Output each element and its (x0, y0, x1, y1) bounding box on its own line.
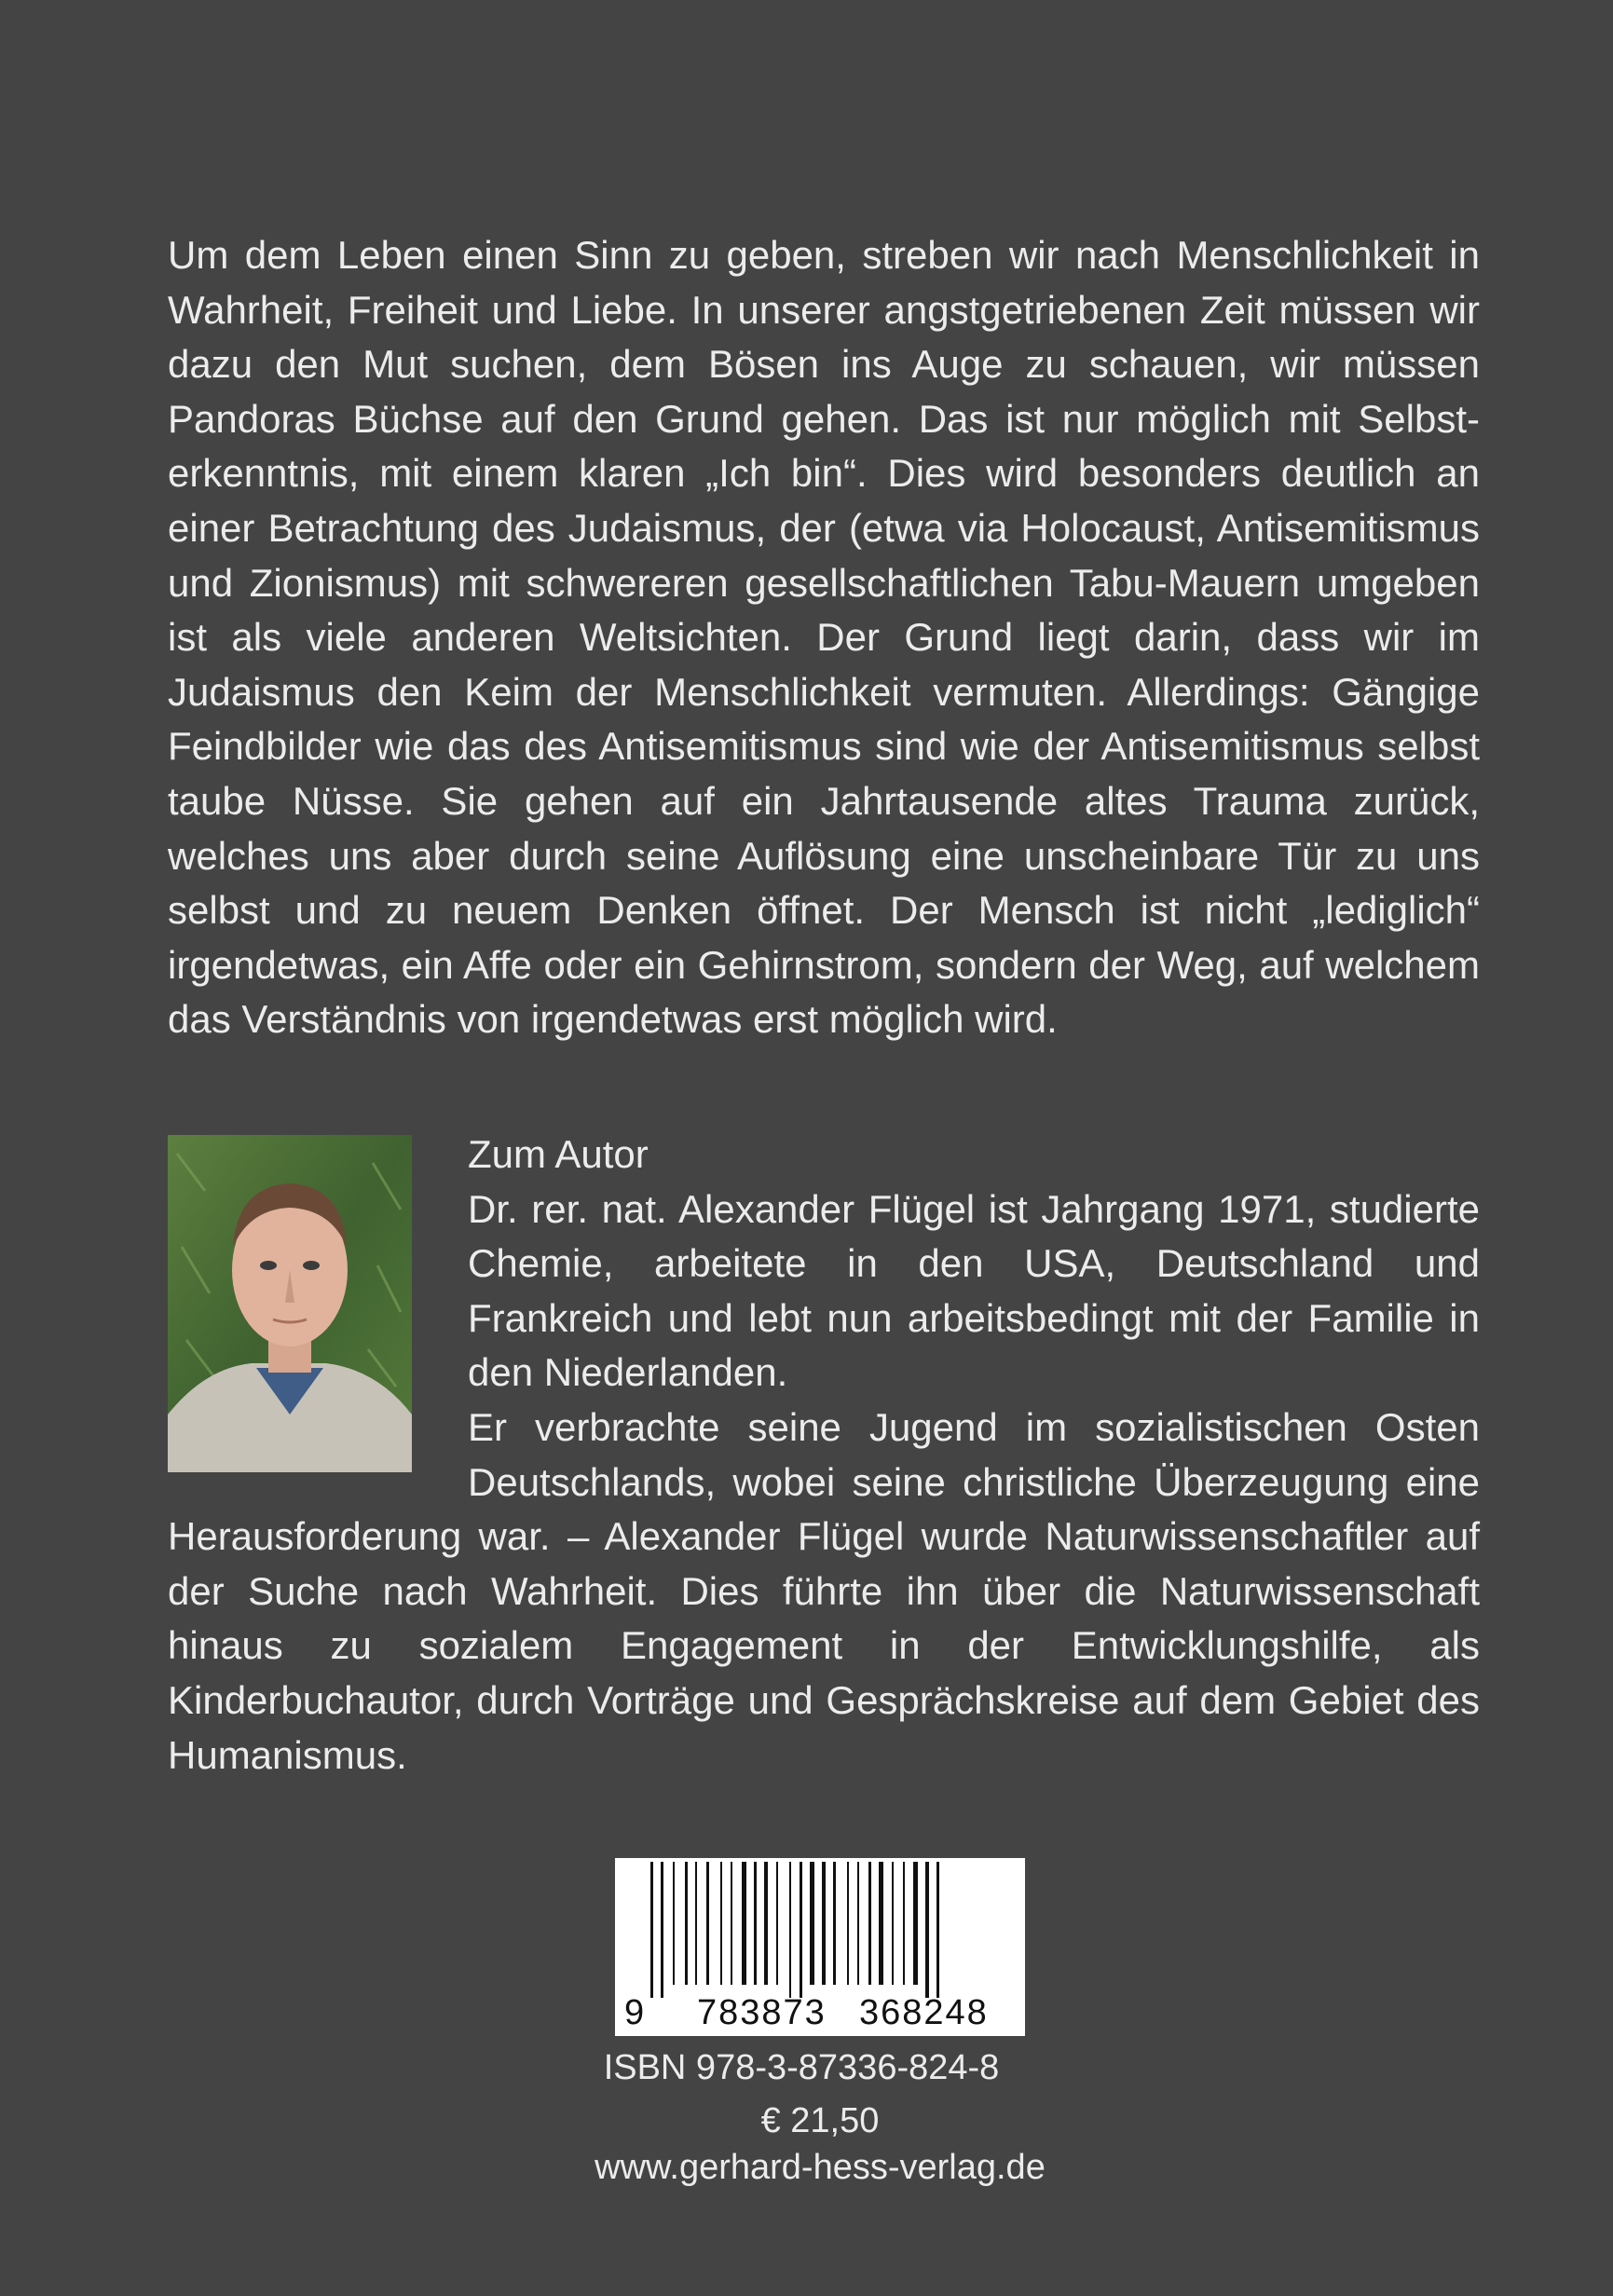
barcode-first-digit: 9 (624, 1993, 645, 2032)
barcode-bar (892, 1862, 894, 1985)
publisher-website: www.gerhard-hess-verlag.de (595, 2148, 1046, 2187)
barcode-left-group: 783873 (697, 1993, 827, 2032)
barcode-bar (720, 1862, 722, 1985)
barcode-bar (913, 1862, 918, 1985)
barcode-bar (731, 1862, 732, 1985)
barcode-bar (776, 1862, 778, 1985)
barcode-bars (615, 1858, 1025, 1998)
barcode-bar (764, 1862, 768, 1985)
barcode-bar (800, 1862, 802, 1998)
barcode-bar (868, 1862, 871, 1985)
barcode-right-group: 368248 (859, 1993, 989, 2032)
barcode-bar (695, 1862, 697, 1985)
barcode-bar (789, 1862, 791, 1998)
author-photo (168, 1135, 412, 1472)
isbn-barcode (615, 1858, 1025, 2036)
back-cover-blurb: Um dem Leben einen Sinn zu geben, streben wir nach Menschlichkeit in Wahrheit, Freiheit und Liebe. In unserer angstgetriebenen Zeit müssen wir dazu den Mut suchen, dem Bösen ins Auge zu schauen, wir müssen Pandoras Büchse auf den Grund gehen. Das ist nur möglich mit Selbsterkenntnis, mit einem klaren „Ich bin“. Dies wird besonders deutlich an einer Betrachtung des Judaismus, der (etwa via Holocaust, Antisemitismus und Zionismus) mit schwereren gesellschaftlichen Tabu-Mauern umgeben ist als viele anderen Weltsichten. Der Grund liegt darin, dass wir im Judaismus den Keim der Menschlichkeit vermuten. Allerdings: Gängige Feindbilder wie das des Antisemitismus sind wie der Antisemitismus selbst taube Nüsse. Sie gehen auf ein Jahrtausende altes Trauma zurück, welches uns aber durch seine Auflösung eine unscheinbare Tür zu uns selbst und zu neuem Denken öffnet. Der Mensch ist nicht „lediglich“ irgendetwas, ein Affe oder ein Gehirnstrom, sondern der Weg, auf welchem das Verständnis von irgendetwas erst möglich wird. (168, 233, 1480, 1042)
barcode-bar (847, 1862, 849, 1985)
barcode-bar (650, 1862, 653, 1998)
barcode-bar (673, 1862, 675, 1985)
barcode-bar (661, 1862, 663, 1998)
barcode-bar (857, 1862, 859, 1985)
barcode-bar (706, 1862, 709, 1985)
barcode-bar (925, 1862, 929, 1998)
barcode-bar (810, 1862, 814, 1985)
price: € 21,50 (760, 2101, 880, 2140)
author-section (168, 1128, 1480, 1783)
barcode-bar (822, 1862, 826, 1985)
barcode-bar (879, 1862, 883, 1985)
author-bio-paragraph-1: Dr. rer. nat. Alexander Flügel ist Jahrgang 1971, studierte Chemie, arbeitete in den USA, Deutschland und Frankreich und lebt nun arbeitsbedingt mit der Familie in den Niederlanden. (468, 1186, 1480, 1395)
barcode-bar (742, 1862, 746, 1985)
isbn-number: ISBN 978-3-87336-824-8 (603, 2048, 1000, 2087)
author-bio-paragraph-2: Er verbrachte seine Jugend im sozialistischen Osten Deutschlands, wobei seine christliche Überzeugung eine Herausforderung war. – Alexander Flügel wurde Naturwissenschaftler auf der Suche nach Wahrheit. Dies führte ihn über die Naturwissenschaft hinaus zu sozialem Engagement in der Entwicklungshilfe, als Kinderbuchautor, durch Vorträge und Gesprächskreise auf dem Gebiet des Humanismus. (168, 1404, 1480, 1777)
barcode-bar (685, 1862, 688, 1985)
barcode-digits (615, 1993, 1025, 2030)
barcode-bar (833, 1862, 836, 1985)
barcode-bar (754, 1862, 757, 1985)
author-heading: Zum Autor (468, 1132, 649, 1176)
barcode-bar (936, 1862, 939, 1998)
barcode-bar (903, 1862, 905, 1985)
